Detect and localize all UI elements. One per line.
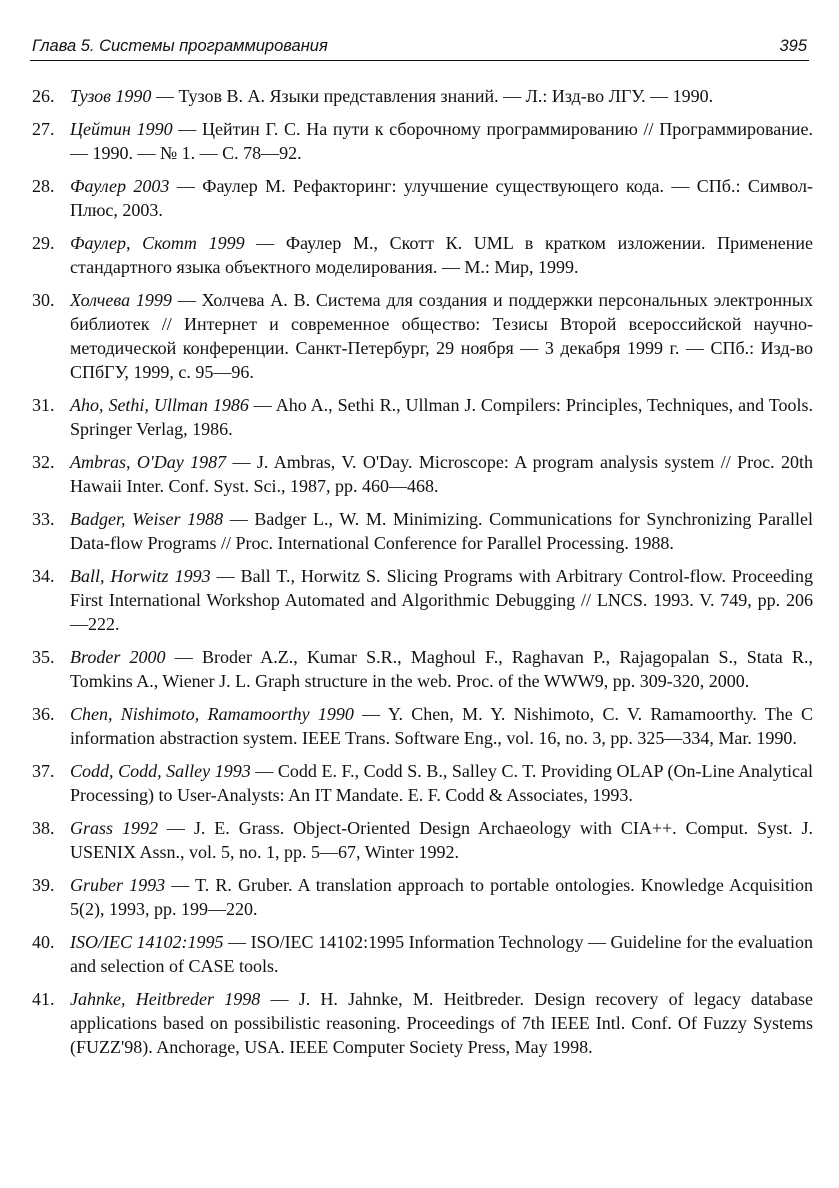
reference-item (32, 930, 813, 978)
reference-number: 36. (32, 704, 55, 724)
reference-text: Холчева А. В. Система для создания и поддержки персональных электронных библиотек // Интернет и современное общество: Тезисы Второй всероссийской научно-методической конференции. Санкт-Петербург, 29 ноября — 3 декабря 1999 г. — СПб.: Изд-во СПбГУ, 1999, с. 95—96. (70, 290, 813, 382)
reference-text: J. E. Grass. Object-Oriented Design Archaeology with CIA++. Comput. Syst. J. USENIX Assn., vol. 5, no. 1, pp. 5—67, Winter 1992. (70, 818, 814, 862)
reference-item (32, 231, 813, 279)
reference-text: Y. Chen, M. Y. Nishimoto, C. V. Ramamoorthy. The C information abstraction system. IEEE Trans. Software Eng., vol. 16, no. 3, pp. 325—334, Mar. 1990. (70, 704, 813, 748)
reference-number: 40. (32, 932, 55, 952)
reference-key: Broder 2000 (70, 647, 166, 667)
reference-key: Ball, Horwitz 1993 (70, 566, 211, 586)
reference-text: Тузов В. А. Языки представления знаний. — Л.: Изд-во ЛГУ. — 1990. (178, 86, 714, 106)
reference-key: Цейтин 1990 (70, 119, 173, 139)
reference-item (32, 816, 813, 864)
reference-number: 41. (32, 989, 55, 1009)
reference-dash: — (260, 989, 299, 1009)
reference-dash: — (353, 704, 388, 724)
reference-number: 38. (32, 818, 55, 838)
reference-number: 35. (32, 647, 55, 667)
reference-item (32, 450, 813, 498)
reference-text: Codd E. F., Codd S. B., Salley C. T. Providing OLAP (On-Line Analytical Processing) to User-Analysts: An IT Mandate. E. F. Codd & Associates, 1993. (70, 761, 813, 805)
reference-item (32, 987, 813, 1059)
reference-text: ISO/IEC 14102:1995 Information Technology — Guideline for the evaluation and selection of CASE tools. (70, 932, 814, 976)
reference-key: Badger, Weiser 1988 (70, 509, 224, 529)
reference-dash: — (244, 233, 286, 253)
reference-number: 30. (32, 290, 55, 310)
reference-dash: — (165, 647, 203, 667)
reference-key: Chen, Nishimoto, Ramamoorthy 1990 (70, 704, 354, 724)
reference-dash: — (171, 290, 202, 310)
reference-dash: — (250, 761, 278, 781)
chapter-title: Глава 5. Системы программирования (32, 37, 328, 55)
reference-text: Broder A.Z., Kumar S.R., Maghoul F., Raghavan P., Rajagopalan S., Stata R., Tomkins A., Wiener J. L. Graph structure in the web. Proc. of the WWW9, pp. 309-320, 2000. (70, 647, 814, 691)
reference-key: Фаулер 2003 (70, 176, 170, 196)
reference-number: 29. (32, 233, 55, 253)
reference-number: 39. (32, 875, 55, 895)
reference-number: 31. (32, 395, 55, 415)
reference-dash: — (157, 818, 194, 838)
reference-dash: — (210, 566, 241, 586)
reference-key: Aho, Sethi, Ullman 1986 (70, 395, 249, 415)
reference-dash: — (226, 452, 257, 472)
reference-key: Холчева 1999 (70, 290, 172, 310)
reference-number: 37. (32, 761, 55, 781)
reference-text: J. Ambras, V. O'Day. Microscope: A program analysis system // Proc. 20th Hawaii Inter. Conf. Syst. Sci., 1987, pp. 460—468. (70, 452, 814, 496)
page-number: 395 (779, 37, 807, 55)
reference-key: Gruber 1993 (70, 875, 166, 895)
reference-item (32, 873, 813, 921)
reference-text: Фаулер М. Рефакторинг: улучшение существующего кода. — СПб.: Символ-Плюс, 2003. (70, 176, 814, 220)
reference-key: Codd, Codd, Salley 1993 (70, 761, 251, 781)
reference-item (32, 759, 813, 807)
reference-number: 27. (32, 119, 55, 139)
reference-number: 28. (32, 176, 55, 196)
reference-item (32, 117, 813, 165)
reference-dash: — (172, 119, 202, 139)
running-header (30, 30, 809, 61)
reference-item (32, 564, 813, 636)
reference-text: Badger L., W. M. Minimizing. Communications for Synchronizing Parallel Data-flow Programs // Proc. International Conference for Parallel Processing. 1988. (70, 509, 814, 553)
reference-item (32, 507, 813, 555)
reference-item (32, 702, 813, 750)
reference-item (32, 393, 813, 441)
reference-text: Фаулер М., Скотт К. UML в кратком изложении. Применение стандартного языка объектного моделирования. — М.: Мир, 1999. (70, 233, 814, 277)
reference-number: 32. (32, 452, 55, 472)
reference-key: Фаулер, Скотт 1999 (70, 233, 245, 253)
reference-text: T. R. Gruber. A translation approach to portable ontologies. Knowledge Acquisition 5(2), 1993, pp. 199—220. (70, 875, 813, 919)
reference-text: Aho A., Sethi R., Ullman J. Compilers: Principles, Techniques, and Tools. Springer Verlag, 1986. (70, 395, 813, 439)
reference-text: J. H. Jahnke, M. Heitbreder. Design recovery of legacy database applications based on possibilistic reasoning. Proceedings of 7th IEEE Intl. Conf. Of Fuzzy Systems (FUZZ'98). Anchorage, USA. IEEE Computer Society Press, May 1998. (70, 989, 814, 1057)
reference-dash: — (223, 509, 255, 529)
reference-text: Цейтин Г. С. На пути к сборочному программированию // Программирование. — 1990. — № 1. — С. 78—92. (70, 119, 814, 163)
reference-dash: — (151, 86, 179, 106)
reference-text: Ball T., Horwitz S. Slicing Programs with Arbitrary Control-flow. Proceeding First International Workshop Automated and Algorithmic Debugging // LNCS. 1993. V. 749, pp. 206—222. (70, 566, 813, 634)
reference-dash: — (223, 932, 251, 952)
reference-number: 26. (32, 86, 55, 106)
reference-number: 33. (32, 509, 55, 529)
reference-key: Ambras, O'Day 1987 (70, 452, 227, 472)
reference-key: Тузов 1990 (70, 86, 152, 106)
reference-item (32, 288, 813, 384)
reference-dash: — (248, 395, 276, 415)
reference-item (32, 174, 813, 222)
reference-list (32, 84, 813, 1068)
reference-item (32, 84, 813, 108)
reference-dash: — (169, 176, 203, 196)
reference-dash: — (165, 875, 196, 895)
reference-key: Grass 1992 (70, 818, 158, 838)
reference-number: 34. (32, 566, 55, 586)
reference-key: Jahnke, Heitbreder 1998 (70, 989, 261, 1009)
reference-item (32, 645, 813, 693)
reference-key: ISO/IEC 14102:1995 (70, 932, 224, 952)
